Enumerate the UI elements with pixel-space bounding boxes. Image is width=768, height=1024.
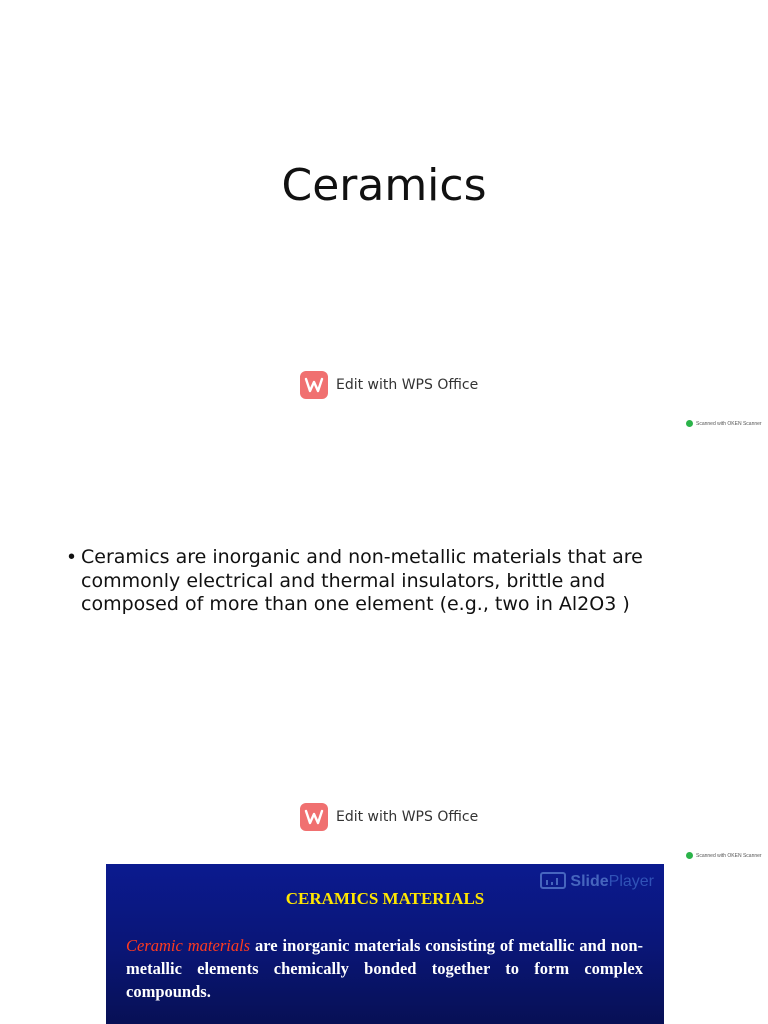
scanner-label: Scanned with OKEN Scanner xyxy=(696,852,762,859)
bullet-item xyxy=(68,546,668,617)
slide-title: CERAMICS MATERIALS xyxy=(285,889,485,908)
scanner-logo-icon xyxy=(686,420,693,427)
bullet-icon: • xyxy=(68,546,76,568)
wps-label: Edit with WPS Office xyxy=(336,377,479,393)
document-page-2 xyxy=(0,432,768,864)
scanner-watermark xyxy=(686,852,762,859)
edit-with-wps-button[interactable] xyxy=(300,371,478,399)
bullet-text: Ceramics are inorganic and non-metallic materials that are commonly electrical and thermal insulators, brittle and composed of more than one element (e.g., two in Al2O3 ) xyxy=(81,546,643,615)
page-title: Ceramics xyxy=(281,160,487,211)
edit-with-wps-button[interactable] xyxy=(300,803,478,831)
wps-logo-icon xyxy=(300,371,328,399)
slide-image xyxy=(106,864,664,1024)
scanner-watermark xyxy=(686,420,762,427)
slideplayer-label: SlidePlayer xyxy=(570,873,654,890)
wps-logo-icon xyxy=(300,803,328,831)
scanner-label: Scanned with OKEN Scanner xyxy=(696,420,762,427)
document-page-1 xyxy=(0,0,768,432)
slide-body-text: are inorganic materials consisting of metallic and non-metallic elements chemically bonded together to form complex compounds. xyxy=(126,936,644,1001)
slide-highlight: Ceramic materials xyxy=(126,936,251,955)
slide-body xyxy=(126,934,643,1003)
scanner-logo-icon xyxy=(686,852,693,859)
wps-label: Edit with WPS Office xyxy=(336,809,479,825)
